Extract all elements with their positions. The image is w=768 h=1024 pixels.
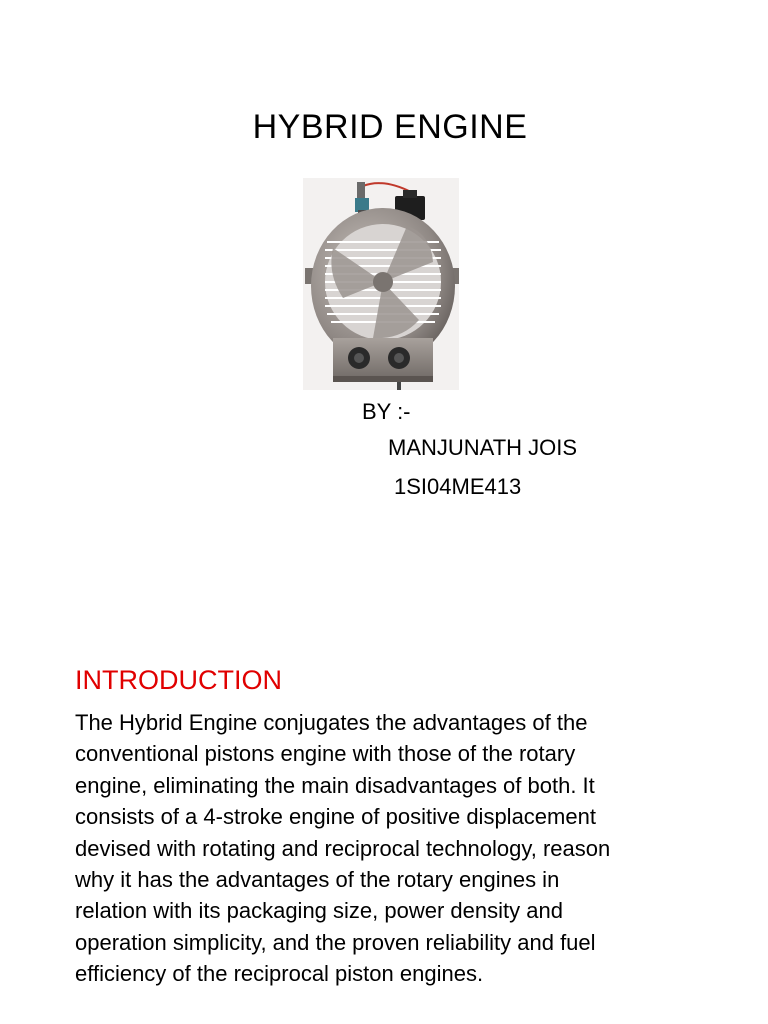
intro-line: engine, eliminating the main disadvantages of both. It [75,772,595,798]
author-name: MANJUNATH JOIS [388,435,578,460]
section-heading: INTRODUCTION [75,665,282,695]
page-title: HYBRID ENGINE [252,108,528,146]
engine-image [303,178,459,390]
intro-line: devised with rotating and reciprocal technology, reason [75,835,611,861]
intro-line: why it has the advantages of the rotary engines in [75,867,560,893]
intro-line: consists of a 4-stroke engine of positive displacement [75,804,596,830]
intro-line: conventional pistons engine with those of the rotary [75,741,576,767]
intro-line: The Hybrid Engine conjugates the advantages of the [75,710,588,735]
intro-line: relation with its packaging size, power density and [75,898,563,924]
by-label: BY :- [362,399,411,424]
intro-paragraph [75,707,715,990]
rotary-engine-icon [303,178,459,390]
intro-line: efficiency of the reciprocal piston engines. [75,961,484,987]
author-id: 1SI04ME413 [394,474,522,499]
intro-line: operation simplicity, and the proven reliability and fuel [75,929,596,955]
